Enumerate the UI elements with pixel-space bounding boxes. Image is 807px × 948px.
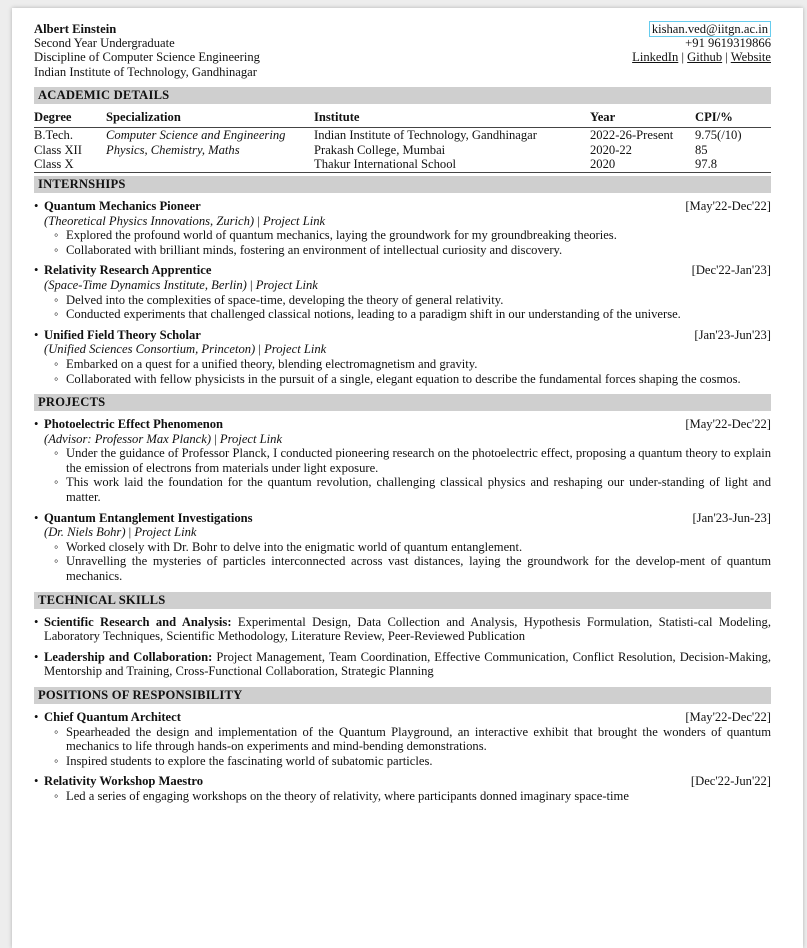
list-item: [54, 372, 771, 387]
profile-links: [632, 50, 771, 64]
list-item: [54, 357, 771, 372]
entry-points: [34, 540, 771, 584]
point-text: Embarked on a quest for a unified theory, blending electromagnetism and gravity.: [66, 356, 478, 371]
entry-subtitle: [34, 342, 771, 357]
entry-date: [Dec'22-Jan'23]: [691, 263, 771, 278]
entry-title: Photoelectric Effect Phenomenon: [44, 417, 224, 432]
skill-item: [34, 650, 771, 679]
entry-organization: (Advisor: Professor Max Planck): [44, 431, 212, 446]
point-text: Delved into the complexities of space-time, developing the theory of general relativity.: [66, 292, 504, 307]
entry-title: Unified Field Theory Scholar: [44, 327, 201, 342]
entry-subtitle: [34, 214, 771, 229]
list-item: [54, 307, 771, 322]
resume-page: [12, 8, 803, 948]
circle-bullet-icon: ◦: [54, 242, 59, 257]
point-text: Spearheaded the design and implementation of the Quantum Playground, an interactive exhibit that brought the wonders of quantum mechanics to life through hands-on experiments and mind-bending demonstrations.: [66, 724, 771, 754]
table-header-cell: CPI/%: [695, 109, 771, 128]
circle-bullet-icon: ◦: [54, 228, 59, 243]
table-row: [34, 157, 771, 172]
skill-label: Leadership and Collaboration:: [44, 649, 213, 664]
point-text: Explored the profound world of quantum mechanics, laying the groundwork for my groundbreaking theories.: [66, 228, 617, 243]
skill-item: [34, 615, 771, 644]
entry-organization: (Theoretical Physics Innovations, Zurich): [44, 213, 255, 228]
table-cell: 85: [695, 142, 708, 157]
circle-bullet-icon: ◦: [54, 554, 59, 569]
link-separator: |: [128, 525, 132, 540]
point-text: Collaborated with brilliant minds, fostering an environment of intellectual curiosity and discovery.: [66, 242, 563, 257]
candidate-name: Albert Einstein: [34, 22, 117, 36]
phone-number: +91 9619319866: [685, 36, 771, 51]
table-row: [34, 128, 771, 143]
entry-title-row: [34, 511, 771, 526]
link-separator: |: [725, 50, 728, 65]
entry-date: [May'22-Dec'22]: [685, 710, 771, 725]
academic-table: [34, 109, 771, 172]
entry-date: [May'22-Dec'22]: [685, 417, 771, 432]
table-cell: Class X: [34, 157, 74, 172]
entry-item: [34, 511, 771, 584]
table-cell: Class XII: [34, 142, 82, 157]
circle-bullet-icon: ◦: [54, 356, 59, 371]
entry-title-row: [34, 774, 771, 789]
bullet-icon: •: [34, 417, 39, 432]
project-link[interactable]: Project Link: [134, 525, 197, 540]
circle-bullet-icon: ◦: [54, 539, 59, 554]
resume-header: [34, 22, 771, 84]
table-cell: 97.8: [695, 157, 718, 172]
point-text: Conducted experiments that challenged classical notions, leading to a paradigm shift in our understanding of the universe.: [66, 307, 681, 322]
point-text: Worked closely with Dr. Bohr to delve into the enigmatic world of quantum entanglement.: [66, 539, 523, 554]
table-cell: 2022-26-Present: [590, 128, 674, 143]
table-cell: 9.75(/10): [695, 128, 742, 143]
point-text: Collaborated with fellow physicists in the pursuit of a single, elegant equation to describe the fundamental forces shaping the cosmos.: [66, 371, 741, 386]
entry-title-row: [34, 263, 771, 278]
link-separator: |: [258, 342, 261, 357]
entry-item: [34, 710, 771, 768]
table-header-cell: Degree: [34, 109, 106, 128]
list-item: [54, 446, 771, 475]
entry-title: Relativity Workshop Maestro: [44, 774, 204, 789]
entry-points: [34, 725, 771, 769]
entry-subtitle: [34, 525, 771, 540]
circle-bullet-icon: ◦: [54, 292, 59, 307]
circle-bullet-icon: ◦: [54, 371, 59, 386]
entry-item: [34, 774, 771, 803]
project-link[interactable]: Project Link: [255, 277, 318, 292]
linkedin-link[interactable]: LinkedIn: [632, 50, 679, 65]
link-separator: |: [681, 50, 684, 65]
header-right: [632, 22, 771, 65]
entry-title-row: [34, 199, 771, 214]
entry-item: [34, 199, 771, 257]
table-cell: Thakur International School: [314, 157, 456, 172]
skill-label: Scientific Research and Analysis:: [44, 614, 232, 629]
circle-bullet-icon: ◦: [54, 446, 59, 461]
table-cell: 2020-22: [590, 142, 632, 157]
point-text: Inspired students to explore the fascinating world of subatomic particles.: [66, 753, 433, 768]
table-cell: Physics, Chemistry, Maths: [106, 142, 240, 157]
entry-title-row: [34, 710, 771, 725]
bullet-icon: •: [34, 649, 39, 664]
table-row: [34, 143, 771, 158]
point-text: Led a series of engaging workshops on the theory of relativity, where participants donned imaginary space-time: [66, 788, 629, 803]
skill-text: Project Management, Team Coordination, Effective Communication, Conflict Resolution, Decision-Making, Mentorship and Training, Cross-Functional Collaboration, Strategic Planning: [44, 649, 771, 679]
section-heading-projects: PROJECTS: [34, 394, 771, 411]
table-cell: Prakash College, Mumbai: [314, 142, 446, 157]
list-item: [54, 475, 771, 504]
section-heading-positions: POSITIONS OF RESPONSIBILITY: [34, 687, 771, 704]
entry-points: [34, 357, 771, 386]
section-heading-internships: INTERNSHIPS: [34, 176, 771, 193]
link-separator: |: [250, 277, 253, 292]
bullet-icon: •: [34, 263, 39, 278]
entry-subtitle: [34, 278, 771, 293]
bullet-icon: •: [34, 614, 39, 629]
entry-points: [34, 789, 771, 804]
entry-item: [34, 417, 771, 505]
point-text: Unravelling the mysteries of particles interconnected across vast distances, laying the groundwork for the develop-ment of quantum mechanics.: [66, 554, 771, 584]
list-item: [54, 789, 771, 804]
bullet-icon: •: [34, 198, 39, 213]
entry-date: [Jan'23-Jun'23]: [694, 327, 771, 342]
entry-title: Chief Quantum Architect: [44, 710, 181, 725]
project-link[interactable]: Project Link: [262, 213, 326, 228]
circle-bullet-icon: ◦: [54, 475, 59, 490]
list-item: [54, 554, 771, 583]
list-item: [54, 725, 771, 754]
internships-list: [34, 199, 771, 386]
website-link[interactable]: Website: [730, 50, 771, 65]
candidate-year: Second Year Undergraduate: [34, 36, 175, 51]
entry-title: Relativity Research Apprentice: [44, 263, 212, 278]
entry-points: [34, 228, 771, 257]
table-rule: [34, 172, 771, 173]
entry-points: [34, 293, 771, 322]
circle-bullet-icon: ◦: [54, 788, 59, 803]
link-separator: |: [257, 213, 260, 228]
table-cell: B.Tech.: [34, 128, 73, 143]
entry-item: [34, 263, 771, 321]
entry-organization: (Dr. Niels Bohr): [44, 525, 126, 540]
bullet-icon: •: [34, 774, 39, 789]
email-link[interactable]: kishan.ved@iitgn.ac.in: [649, 21, 771, 37]
bullet-icon: •: [34, 510, 39, 525]
entry-date: [Dec'22-Jun'22]: [690, 774, 771, 789]
entry-points: [34, 446, 771, 504]
entry-title: Quantum Entanglement Investigations: [44, 510, 253, 525]
list-item: [54, 754, 771, 769]
header-left: [34, 22, 260, 79]
entry-item: [34, 328, 771, 386]
skills-list: [34, 615, 771, 679]
resume-content: [34, 22, 771, 804]
list-item: [54, 293, 771, 308]
list-item: [54, 540, 771, 555]
table-cell: 2020: [590, 157, 616, 172]
section-heading-skills: TECHNICAL SKILLS: [34, 592, 771, 609]
candidate-discipline: Discipline of Computer Science Engineering: [34, 50, 260, 65]
projects-list: [34, 417, 771, 584]
github-link[interactable]: Github: [687, 50, 723, 65]
section-heading-academic: ACADEMIC DETAILS: [34, 87, 771, 104]
table-cell: Indian Institute of Technology, Gandhinagar: [314, 128, 537, 143]
entry-organization: (Unified Sciences Consortium, Princeton): [44, 342, 256, 357]
entry-title-row: [34, 417, 771, 432]
entry-date: [May'22-Dec'22]: [685, 198, 771, 213]
table-header-cell: Year: [590, 109, 695, 128]
point-text: This work laid the foundation for the quantum revolution, challenging classical physics and reshaping our under-standing of light and matter.: [66, 475, 771, 505]
entry-organization: (Space-Time Dynamics Institute, Berlin): [44, 277, 247, 292]
skill-text: Experimental Design, Data Collection and Analysis, Hypothesis Formulation, Statisti-cal Modeling, Laboratory Techniques, Scientific Methodology, Literature Review, Peer-Reviewed Publication: [44, 614, 772, 644]
bullet-icon: •: [34, 710, 39, 725]
entry-subtitle: [34, 432, 771, 447]
list-item: [54, 228, 771, 243]
entry-title-row: [34, 328, 771, 343]
link-separator: |: [214, 431, 217, 446]
list-item: [54, 243, 771, 258]
table-cell: [106, 157, 314, 172]
circle-bullet-icon: ◦: [54, 307, 59, 322]
entry-date: [Jan'23-Jun-23]: [692, 510, 771, 525]
circle-bullet-icon: ◦: [54, 724, 59, 739]
table-header-cell: Specialization: [106, 109, 314, 128]
entry-title: Quantum Mechanics Pioneer: [44, 198, 201, 213]
table-header-cell: Institute: [314, 109, 590, 128]
candidate-institute: Indian Institute of Technology, Gandhinagar: [34, 64, 257, 79]
bullet-icon: •: [34, 327, 39, 342]
table-cell: Computer Science and Engineering: [106, 128, 286, 143]
circle-bullet-icon: ◦: [54, 753, 59, 768]
point-text: Under the guidance of Professor Planck, I conducted pioneering research on the photoelectric effect, proposing a quantum theory to explain the emission of electrons from materials under light exposure.: [66, 446, 771, 475]
positions-list: [34, 710, 771, 804]
project-link[interactable]: Project Link: [264, 342, 327, 357]
project-link[interactable]: Project Link: [219, 431, 283, 446]
